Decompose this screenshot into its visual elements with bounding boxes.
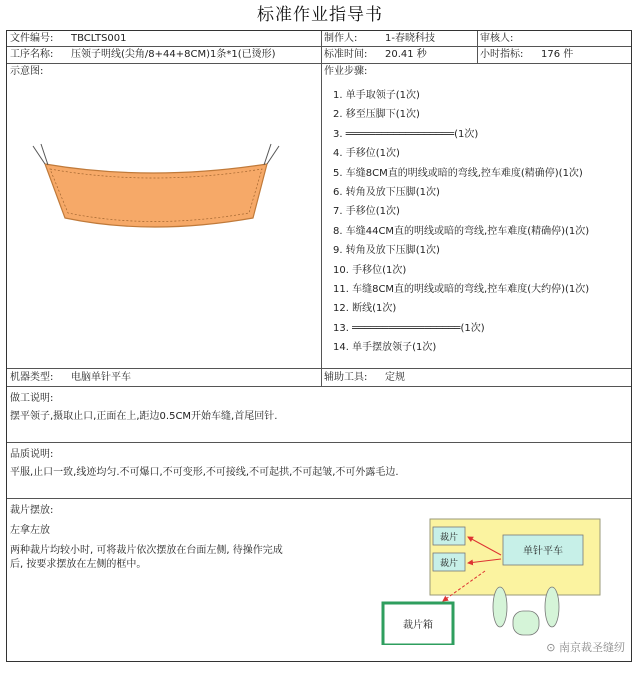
watermark-icon: ⊙ [546, 641, 556, 654]
std-time-cell [321, 47, 477, 63]
operator-arm-right [545, 587, 559, 627]
machine-label: 机器类型: [10, 372, 54, 383]
placement-line-1: 左拿左放 [10, 525, 50, 536]
process-value: 压领子明线(尖角/8+44+8CM)1条*1(已烫形) [71, 49, 276, 60]
machine-cell [7, 369, 321, 386]
thread-left-1 [33, 146, 45, 164]
collar-diagram [31, 124, 281, 244]
reviewer-label: 审核人: [480, 33, 514, 44]
operator-arm-left [493, 587, 507, 627]
steps-list [333, 86, 589, 357]
header-row-1 [7, 31, 631, 47]
work-desc-label: 做工说明: [10, 393, 54, 404]
steps-label: 作业步骤: [324, 66, 368, 77]
step-item: 14. 单手摆放领子(1次) [333, 342, 437, 354]
header-row-2 [7, 47, 631, 64]
workstation-layout [373, 515, 603, 645]
watermark: ⊙ 南京裁圣缝纫 [546, 641, 625, 654]
process-cell [7, 47, 321, 63]
maker-label: 制作人: [324, 33, 358, 44]
file-no-value: TBCLTS001 [71, 33, 127, 44]
document-title: 标准作业指导书 [257, 5, 383, 25]
machine-value: 电脑单针平车 [71, 372, 131, 383]
hour-target-cell [477, 47, 633, 63]
aux-tool-value: 定规 [385, 372, 405, 383]
piece-box-label: 裁片箱 [403, 620, 433, 631]
step-item: 4. 手移位(1次) [333, 148, 400, 160]
aux-tool-cell [321, 369, 633, 386]
thread-left-2 [41, 144, 48, 165]
aux-tool-label: 辅助工具: [324, 372, 368, 383]
main-area [7, 64, 631, 369]
instruction-sheet [6, 30, 632, 662]
placement-line-2: 两种裁片均较小时, 可将裁片依次摆放在台面左侧, 待操作完成 [10, 545, 283, 556]
machine-label: 单针平车 [523, 546, 563, 557]
maker-value: 1-春晓科技 [385, 33, 435, 44]
placement-label: 裁片摆放: [10, 505, 54, 516]
work-desc-section [7, 387, 631, 443]
diagram-panel [7, 64, 321, 368]
placement-line-3: 后, 按要求摆放在左侧的框中。 [10, 559, 147, 570]
piece-2-label: 裁片 [439, 559, 459, 569]
step-item: 9. 转角及放下压脚(1次) [333, 245, 440, 257]
std-time-value: 20.41 秒 [385, 49, 427, 60]
work-desc-text: 摆平领子,摄取止口,正面在上,距边0.5CM开始车缝,首尾回针. [10, 411, 278, 422]
steps-panel [321, 64, 633, 368]
file-no-cell [7, 31, 321, 46]
step-item: 2. 移至压脚下(1次) [333, 109, 420, 121]
quality-text: 平服,止口一致,线迹均匀.不可爆口,不可变形,不可接线,不可起拱,不可起皱,不可外露毛边. [10, 467, 399, 478]
step-item: 13. ══════════════════(1次) [333, 322, 485, 334]
maker-cell [321, 31, 477, 46]
step-item: 12. 断线(1次) [333, 303, 397, 315]
reviewer-cell [477, 31, 633, 46]
process-label: 工序名称: [10, 49, 54, 60]
quality-section [7, 443, 631, 499]
placement-section [7, 499, 631, 661]
step-item: 10. 手移位(1次) [333, 264, 407, 276]
step-item: 3. ══════════════════(1次) [333, 128, 479, 140]
step-item: 5. 车缝8CM直的明线或暗的弯线,控车难度(精确停)(1次) [333, 167, 583, 179]
step-item: 1. 单手取领子(1次) [333, 90, 420, 101]
step-item: 7. 手移位(1次) [333, 206, 400, 218]
piece-1-label: 裁片 [439, 533, 459, 543]
std-time-label: 标准时间: [324, 49, 368, 60]
diagram-label: 示意图: [10, 66, 44, 77]
step-item: 8. 车缝44CM直的明线或暗的弯线,控车难度(精确停)(1次) [333, 225, 590, 237]
machine-row [7, 369, 631, 387]
hour-target-label: 小时指标: [480, 49, 524, 60]
file-no-label: 文件编号: [10, 33, 54, 44]
step-item: 6. 转角及放下压脚(1次) [333, 186, 440, 198]
hour-target-value: 176 件 [541, 49, 574, 60]
thread-right-1 [267, 146, 279, 164]
operator-chair [513, 611, 539, 635]
thread-right-2 [264, 144, 271, 165]
step-item: 11. 车缝8CM直的明线或暗的弯线,控车难度(大约停)(1次) [333, 283, 590, 295]
quality-label: 品质说明: [10, 449, 54, 460]
